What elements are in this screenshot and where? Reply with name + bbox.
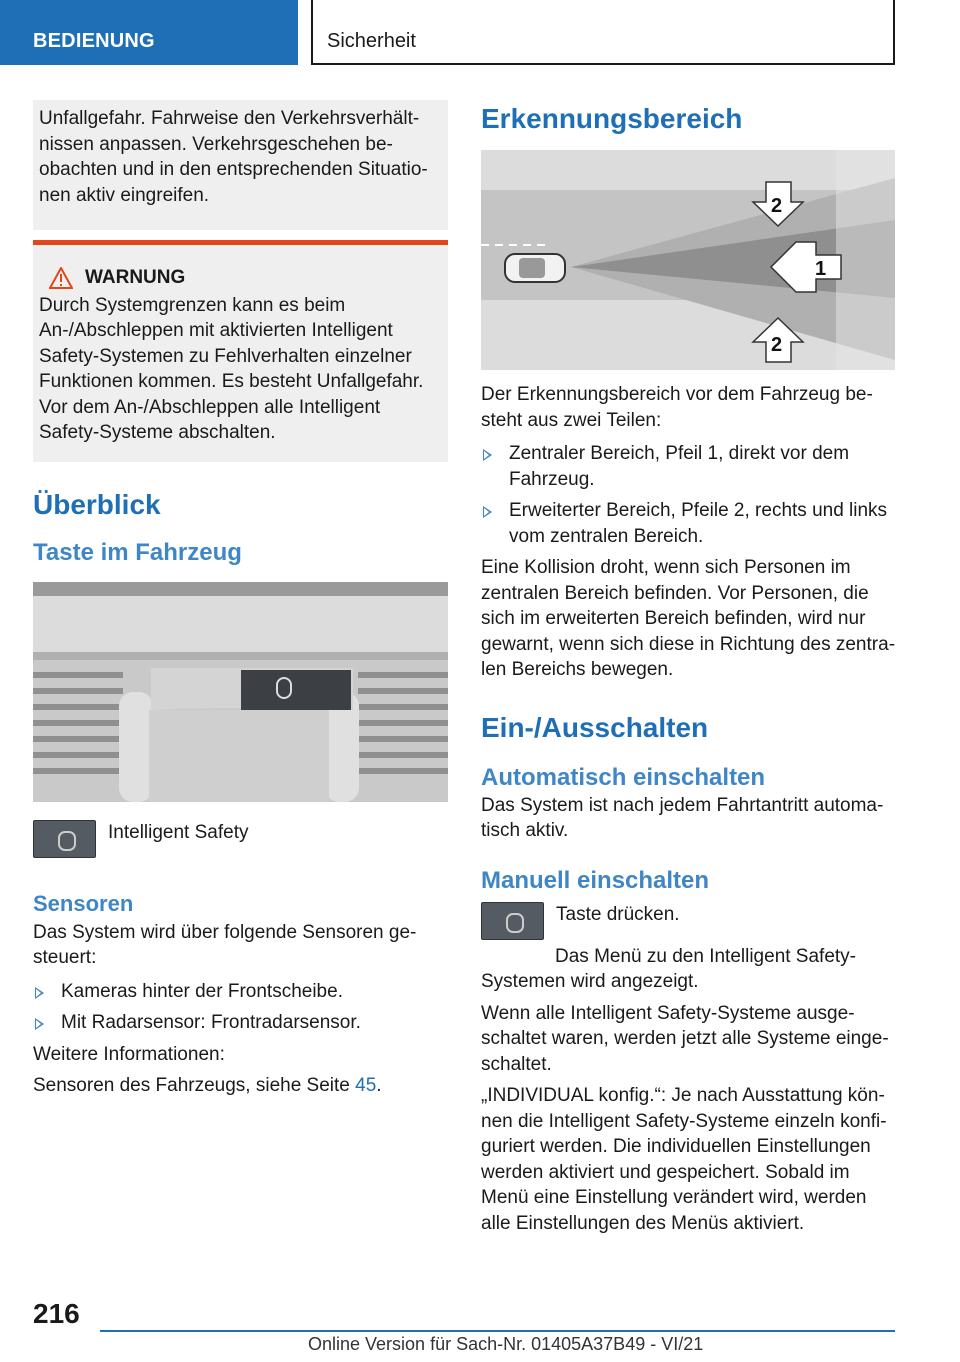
heading-detection-range: Erkennungsbereich [481, 103, 743, 134]
heading-on-off: Ein-/Ausschalten [481, 711, 709, 743]
arrow-2-bottom-label: 2 [771, 334, 783, 356]
manual-press: Taste drücken. [556, 903, 680, 925]
manual-menu: Das Menü zu den Intelligent Safety-Systemen wird angezeigt. [481, 945, 857, 992]
sensor-list [33, 979, 448, 1036]
see-page-text: Sensoren des Fahrzeugs, siehe Seite [33, 1075, 356, 1096]
manual-step [481, 902, 897, 940]
left-column [33, 100, 448, 1099]
list-item: Mit Radarsensor: Frontradarsensor. [33, 1010, 448, 1036]
page-45-link[interactable]: 45 [355, 1075, 377, 1096]
manual-paragraph-2: „INDIVIDUAL konfig.“: Je nach Ausstattung können die Intelligent Safety-Systeme einzeln konfiguriert werden. Die individuellen Einstellungen werden aktiviert und gespeichert. Sobald im Menü eine Einstellung verändert wird, werden alle Einstellungen des Menüs aktiviert. [481, 1085, 887, 1234]
warning-title: WARNUNG [85, 267, 186, 288]
manual-step-text [556, 902, 680, 940]
footer-divider [100, 1330, 895, 1332]
see-page-ref [33, 1073, 448, 1099]
see-page-end: . [376, 1075, 382, 1096]
detection-range-diagram [481, 150, 895, 370]
list-item: Kameras hinter der Frontscheibe. [33, 979, 448, 1005]
intelligent-safety-button-icon [33, 820, 96, 858]
warning-text: Durch Systemgrenzen kann es beim An-/Abschleppen mit aktivierten Intelligent Safety-Systemen zu Fehlverhalten einzelner Funktionen kommen. Es besteht Unfallgefahr. Vor dem An-/Abschleppen alle Intelligent Safety-Systeme abschalten. [39, 294, 424, 443]
notice-box [33, 100, 448, 230]
list-item: Zentraler Bereich, Pfeil 1, direkt vor dem Fahrzeug. [481, 441, 897, 492]
heading-manual-on: Manuell einschalten [481, 866, 710, 894]
arrow-1-label: 1 [815, 258, 827, 280]
warning-triangle-icon [49, 267, 73, 289]
button-caption: Intelligent Safety [108, 821, 249, 843]
header-chapter-title: Sicherheit [311, 0, 895, 65]
heading-auto-on: Automatisch einschalten [481, 763, 766, 791]
list-item: Erweiterter Bereich, Pfeile 2, rechts und links vom zentralen Bereich. [481, 498, 897, 549]
range-text: Eine Kollision droht, wenn sich Personen im zentralen Bereich befinden. Vor Personen, die sich im erweiterten Bereich befinden, wird nur gewarnt, wenn sich diese in Richtung des zentralen Bereichs bewegen. [481, 557, 896, 680]
notice-text: Unfallgefahr. Fahrweise den Verkehrsverhältnissen anpassen. Verkehrsgeschehen beobachten und in den entsprechenden Situationen aktiv eingreifen. [39, 108, 428, 206]
range-intro: Der Erkennungsbereich vor dem Fahrzeug besteht aus zwei Teilen: [481, 384, 873, 431]
warning-box [33, 240, 448, 462]
button-legend [33, 820, 448, 858]
heading-overview: Überblick [33, 488, 161, 520]
header-section-tab: BEDIENUNG [0, 0, 298, 65]
right-column [481, 100, 897, 1236]
heading-sensors: Sensoren [33, 890, 134, 916]
footer-online-version: Online Version für Sach-Nr. 01405A37B49 - VI/21 [308, 1334, 704, 1354]
range-list [481, 441, 897, 549]
more-info-label: Weitere Informationen: [33, 1043, 225, 1065]
warning-header [39, 265, 440, 291]
intelligent-safety-button-icon [481, 902, 544, 940]
manual-paragraph-1: Wenn alle Intelligent Safety-Systeme ausgeschaltet waren, werden jetzt alle Systeme eingeschaltet. [481, 1002, 889, 1075]
sensors-intro: Das System wird über folgende Sensoren gesteuert: [33, 921, 417, 968]
arrow-2-top-label: 2 [771, 195, 783, 217]
dashboard-button-photo [33, 582, 448, 802]
heading-button-in-vehicle: Taste im Fahrzeug [33, 538, 242, 566]
auto-text: Das System ist nach jedem Fahrtantritt automatisch aktiv. [481, 794, 884, 841]
page-number: 216 [33, 1298, 80, 1329]
